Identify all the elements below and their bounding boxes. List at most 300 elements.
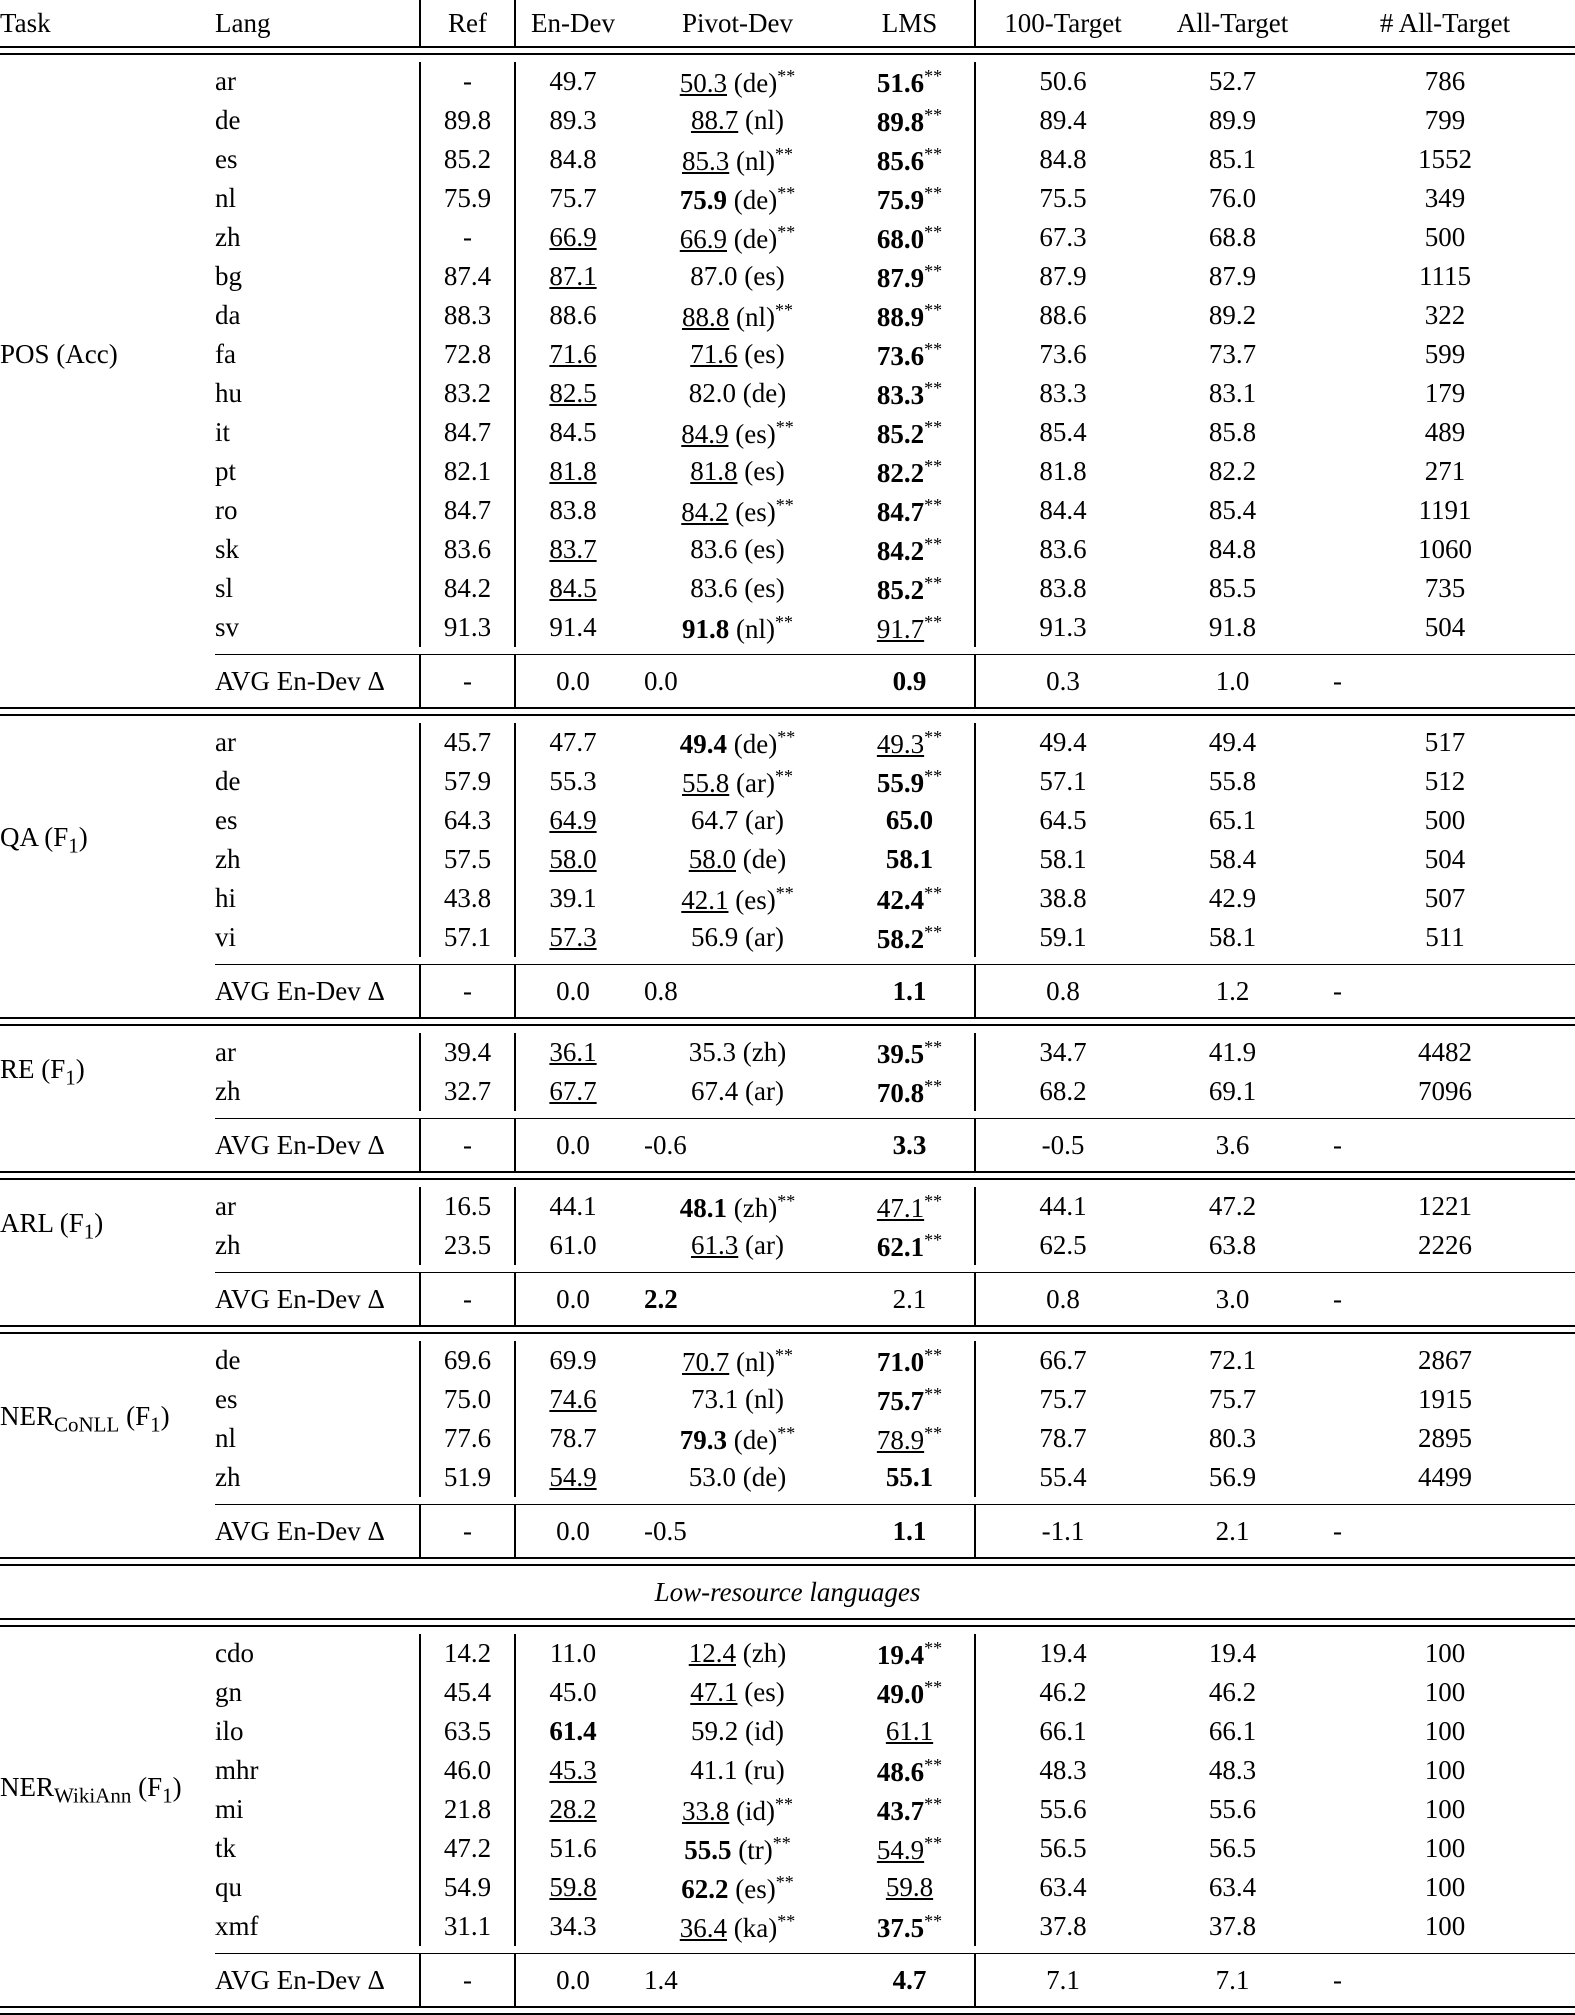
table-rule-cell bbox=[0, 54, 1575, 62]
avg-lms-value: 3.3 bbox=[892, 1129, 927, 1160]
significance-marker: ** bbox=[924, 455, 943, 476]
target-100-cell bbox=[975, 1033, 1150, 1072]
avg-target-100-cell bbox=[975, 1119, 1150, 1172]
ref-value: 84.2 bbox=[443, 573, 492, 603]
task-label-subscript: 1 bbox=[68, 833, 79, 858]
ref-cell bbox=[420, 1712, 515, 1751]
pivot-source-lang: (es) bbox=[744, 456, 785, 486]
en-dev-value: 88.6 bbox=[549, 300, 597, 330]
target-100-value: 58.1 bbox=[1039, 844, 1087, 874]
en-dev-cell bbox=[515, 1072, 630, 1111]
lang-cell bbox=[215, 1868, 420, 1907]
num-all-target-cell bbox=[1315, 1341, 1575, 1380]
table-row bbox=[0, 1341, 1575, 1380]
target-100-cell bbox=[975, 1380, 1150, 1419]
pivot-dev-cell bbox=[630, 452, 845, 491]
target-100-cell bbox=[975, 1712, 1150, 1751]
target-100-cell bbox=[975, 296, 1150, 335]
avg-pivot-dev-cell bbox=[630, 1273, 845, 1326]
target-all-cell bbox=[1150, 1907, 1315, 1946]
target-100-cell bbox=[975, 1829, 1150, 1868]
task-label-cell bbox=[0, 1634, 215, 1946]
target-100-cell bbox=[975, 62, 1150, 101]
en-dev-cell bbox=[515, 840, 630, 879]
lms-value: 89.8 bbox=[876, 106, 925, 137]
avg-pivot-dev-cell bbox=[630, 1119, 845, 1172]
pivot-dev-value: 64.7 bbox=[691, 805, 739, 835]
task-label-subscript: CoNLL bbox=[54, 1412, 120, 1437]
lang-cell bbox=[215, 1790, 420, 1829]
pivot-source-lang-label: ar bbox=[754, 805, 775, 835]
ref-cell bbox=[420, 1380, 515, 1419]
avg-target-all-cell bbox=[1150, 1954, 1315, 2007]
task-label-subscript: WikiAnn bbox=[54, 1783, 132, 1808]
lms-cell bbox=[845, 296, 975, 335]
num-all-target-cell bbox=[1315, 1187, 1575, 1226]
target-all-value: 63.8 bbox=[1208, 1230, 1257, 1260]
ref-value: 75.0 bbox=[443, 1384, 492, 1414]
target-100-value: 63.4 bbox=[1039, 1872, 1087, 1902]
avg-row-label: AVG En-Dev Δ bbox=[215, 665, 385, 696]
low-resource-banner bbox=[0, 1565, 1575, 1619]
lang-cell bbox=[215, 62, 420, 101]
ref-value: 87.4 bbox=[443, 261, 492, 291]
low-resource-banner-row bbox=[0, 1565, 1575, 1619]
num-all-target-value: 489 bbox=[1424, 417, 1466, 447]
table-rule-cell bbox=[0, 1333, 1575, 1341]
en-dev-value: 74.6 bbox=[549, 1384, 597, 1414]
target-all-value: 75.7 bbox=[1208, 1384, 1257, 1414]
lms-cell bbox=[845, 1790, 975, 1829]
table-row bbox=[0, 491, 1575, 530]
avg-task-spacer bbox=[0, 965, 215, 1018]
task-label-suffix-2: ) bbox=[172, 1771, 182, 1802]
ref-cell bbox=[420, 530, 515, 569]
avg-target-100-value: 0.8 bbox=[1046, 1283, 1080, 1314]
avg-target-all-cell bbox=[1150, 965, 1315, 1018]
table-rule bbox=[0, 1265, 1575, 1273]
pivot-source-lang: (de) bbox=[733, 67, 778, 98]
target-all-value: 63.4 bbox=[1208, 1872, 1257, 1902]
ref-value: 39.4 bbox=[443, 1037, 492, 1067]
en-dev-value: 39.1 bbox=[549, 883, 597, 913]
lms-value: 61.1 bbox=[885, 1716, 934, 1746]
target-all-cell bbox=[1150, 879, 1315, 918]
lang-cell bbox=[215, 1907, 420, 1946]
task-label bbox=[0, 1207, 104, 1244]
avg-task-spacer bbox=[0, 1954, 215, 2007]
significance-marker: ** bbox=[775, 416, 794, 437]
table-rule-cell bbox=[0, 1946, 1575, 1954]
en-dev-cell bbox=[515, 62, 630, 101]
table-rule bbox=[0, 708, 1575, 715]
target-100-value: 83.3 bbox=[1039, 378, 1087, 408]
pivot-source-lang-label: es bbox=[753, 573, 776, 603]
ref-cell bbox=[420, 801, 515, 840]
table-row bbox=[0, 140, 1575, 179]
table-row bbox=[0, 1380, 1575, 1419]
target-100-value: 89.4 bbox=[1039, 105, 1087, 135]
num-all-target-value: 512 bbox=[1424, 766, 1466, 796]
lang-label: de bbox=[215, 1345, 241, 1375]
target-all-cell bbox=[1150, 1634, 1315, 1673]
target-all-value: 55.6 bbox=[1208, 1794, 1257, 1824]
num-all-target-value: 4499 bbox=[1418, 1462, 1472, 1492]
header-task bbox=[0, 0, 215, 47]
num-all-target-cell bbox=[1315, 1458, 1575, 1497]
pivot-source-lang: (ar) bbox=[736, 767, 775, 798]
avg-target-all-cell bbox=[1150, 1505, 1315, 1558]
significance-marker: ** bbox=[775, 299, 793, 320]
pivot-dev-value: 82.0 bbox=[688, 378, 736, 408]
pivot-dev-cell bbox=[630, 840, 845, 879]
num-all-target-cell bbox=[1315, 1072, 1575, 1111]
pivot-source-lang-label: es bbox=[744, 1873, 767, 1904]
avg-num-all-target-value: - bbox=[1333, 975, 1342, 1006]
ref-value: 63.5 bbox=[443, 1716, 492, 1746]
avg-en-dev-value: 0.0 bbox=[556, 975, 590, 1006]
target-all-value: 65.1 bbox=[1208, 805, 1257, 835]
target-all-cell bbox=[1150, 491, 1315, 530]
num-all-target-value: 599 bbox=[1424, 339, 1466, 369]
table-rule bbox=[0, 1018, 1575, 1025]
table-row bbox=[0, 1458, 1575, 1497]
pivot-dev-value: 67.4 bbox=[691, 1076, 739, 1106]
target-all-cell bbox=[1150, 1829, 1315, 1868]
table-rule-cell bbox=[0, 957, 1575, 965]
avg-num-all-target-cell bbox=[1315, 1273, 1575, 1326]
task-label-suffix: (F bbox=[131, 1771, 163, 1802]
ref-value: 47.2 bbox=[443, 1833, 492, 1863]
lms-value: 78.9 bbox=[876, 1424, 925, 1455]
target-all-value: 19.4 bbox=[1208, 1638, 1257, 1668]
pivot-source-lang: (es) bbox=[744, 339, 785, 369]
lang-label: zh bbox=[215, 1462, 241, 1492]
table-rule bbox=[0, 54, 1575, 62]
lang-cell bbox=[215, 569, 420, 608]
lms-cell bbox=[845, 179, 975, 218]
target-all-value: 85.1 bbox=[1208, 144, 1257, 174]
pivot-dev-value: 83.6 bbox=[690, 573, 738, 603]
pivot-source-lang: (zh) bbox=[733, 1192, 778, 1223]
avg-num-all-target-cell bbox=[1315, 655, 1575, 708]
avg-task-spacer bbox=[0, 1505, 215, 1558]
lang-cell bbox=[215, 1634, 420, 1673]
target-all-cell bbox=[1150, 179, 1315, 218]
en-dev-value: 55.3 bbox=[549, 766, 597, 796]
target-all-value: 82.2 bbox=[1208, 456, 1257, 486]
pivot-dev-cell bbox=[630, 1226, 845, 1265]
lms-value: 62.1 bbox=[876, 1231, 925, 1262]
en-dev-cell bbox=[515, 101, 630, 140]
lang-cell bbox=[215, 608, 420, 647]
table-row bbox=[0, 1187, 1575, 1226]
num-all-target-cell bbox=[1315, 218, 1575, 257]
lms-cell bbox=[845, 801, 975, 840]
target-100-cell bbox=[975, 1634, 1150, 1673]
pivot-source-lang: (de) bbox=[742, 378, 787, 408]
pivot-dev-cell bbox=[630, 1634, 845, 1673]
lms-value: 55.9 bbox=[876, 767, 925, 798]
lms-value: 19.4 bbox=[876, 1639, 925, 1670]
avg-row bbox=[0, 965, 1575, 1018]
ref-value: 83.6 bbox=[443, 534, 492, 564]
target-100-cell bbox=[975, 140, 1150, 179]
avg-task-spacer bbox=[0, 1119, 215, 1172]
ref-value: 89.8 bbox=[443, 105, 492, 135]
header-lms bbox=[845, 0, 975, 47]
pivot-dev-value: 53.0 bbox=[688, 1462, 736, 1492]
table-rule bbox=[0, 1497, 1575, 1505]
target-all-cell bbox=[1150, 840, 1315, 879]
num-all-target-value: 500 bbox=[1424, 222, 1466, 252]
significance-marker: ** bbox=[924, 65, 943, 86]
ref-value: 64.3 bbox=[443, 805, 492, 835]
lang-cell bbox=[215, 1751, 420, 1790]
target-100-value: 78.7 bbox=[1039, 1423, 1087, 1453]
ref-value: 57.5 bbox=[443, 844, 492, 874]
avg-pivot-dev-cell bbox=[630, 1505, 845, 1558]
target-100-cell bbox=[975, 569, 1150, 608]
en-dev-cell bbox=[515, 1790, 630, 1829]
lms-cell bbox=[845, 723, 975, 762]
lang-cell bbox=[215, 1673, 420, 1712]
avg-target-all-value: 1.2 bbox=[1215, 975, 1250, 1006]
lms-cell bbox=[845, 491, 975, 530]
ref-cell bbox=[420, 374, 515, 413]
en-dev-value: 66.9 bbox=[549, 222, 597, 252]
avg-en-dev-cell bbox=[515, 655, 630, 708]
header-100-target-label: 100-Target bbox=[1004, 7, 1122, 38]
lms-value: 83.3 bbox=[876, 379, 925, 410]
target-all-cell bbox=[1150, 762, 1315, 801]
avg-lms-value: 0.9 bbox=[892, 665, 927, 696]
pivot-dev-cell bbox=[630, 296, 845, 335]
target-100-cell bbox=[975, 1868, 1150, 1907]
table-row bbox=[0, 296, 1575, 335]
avg-num-all-target-cell bbox=[1315, 1119, 1575, 1172]
avg-lms-cell bbox=[845, 1273, 975, 1326]
pivot-dev-cell bbox=[630, 335, 845, 374]
ref-cell bbox=[420, 179, 515, 218]
avg-en-dev-value: 0.0 bbox=[556, 665, 590, 696]
en-dev-value: 51.6 bbox=[549, 1833, 597, 1863]
pivot-dev-cell bbox=[630, 1380, 845, 1419]
en-dev-value: 59.8 bbox=[549, 1872, 597, 1902]
table-rule bbox=[0, 2007, 1575, 2014]
lang-label: es bbox=[215, 805, 238, 835]
table-rule bbox=[0, 1619, 1575, 1626]
target-all-cell bbox=[1150, 218, 1315, 257]
target-100-cell bbox=[975, 762, 1150, 801]
en-dev-value: 91.4 bbox=[549, 612, 597, 642]
avg-row-label-cell bbox=[215, 1505, 420, 1558]
en-dev-cell bbox=[515, 257, 630, 296]
lms-cell bbox=[845, 1673, 975, 1712]
pivot-dev-value: 47.1 bbox=[690, 1677, 738, 1707]
lang-label: zh bbox=[215, 1076, 241, 1106]
lang-cell bbox=[215, 1712, 420, 1751]
task-label-cell bbox=[0, 62, 215, 647]
pivot-source-lang: (ar) bbox=[745, 805, 784, 835]
num-all-target-value: 100 bbox=[1424, 1677, 1466, 1707]
target-100-value: 50.6 bbox=[1039, 66, 1087, 96]
table-rule-cell bbox=[0, 1179, 1575, 1187]
lms-cell bbox=[845, 1458, 975, 1497]
avg-target-all-cell bbox=[1150, 1119, 1315, 1172]
en-dev-value: 81.8 bbox=[549, 456, 597, 486]
target-100-value: 83.6 bbox=[1039, 534, 1087, 564]
significance-marker: ** bbox=[775, 1793, 793, 1814]
en-dev-value: 75.7 bbox=[549, 183, 597, 213]
num-all-target-cell bbox=[1315, 452, 1575, 491]
pivot-source-lang-label: ru bbox=[753, 1755, 776, 1785]
en-dev-cell bbox=[515, 723, 630, 762]
table-row bbox=[0, 62, 1575, 101]
pivot-dev-value: 50.3 bbox=[679, 67, 727, 98]
target-all-value: 56.9 bbox=[1208, 1462, 1257, 1492]
significance-marker: ** bbox=[775, 1344, 793, 1365]
target-all-value: 52.7 bbox=[1208, 66, 1257, 96]
ref-cell bbox=[420, 491, 515, 530]
pivot-dev-value: 61.3 bbox=[691, 1230, 739, 1260]
task-label-main: QA (F bbox=[0, 821, 69, 852]
table-rule-cell bbox=[0, 1025, 1575, 1033]
lms-cell bbox=[845, 608, 975, 647]
significance-marker: ** bbox=[924, 726, 943, 747]
avg-pivot-dev-value: 0.0 bbox=[644, 665, 678, 696]
table-rule-cell bbox=[0, 2007, 1575, 2014]
pivot-source-lang-label: ar bbox=[745, 767, 766, 798]
pivot-source-lang: (es) bbox=[744, 261, 785, 291]
significance-marker: ** bbox=[924, 494, 943, 515]
lms-cell bbox=[845, 569, 975, 608]
target-all-value: 85.8 bbox=[1208, 417, 1257, 447]
pivot-dev-cell bbox=[630, 1187, 845, 1226]
pivot-dev-value: 62.2 bbox=[681, 1873, 729, 1904]
target-all-value: 85.5 bbox=[1208, 573, 1257, 603]
lang-cell bbox=[215, 1380, 420, 1419]
target-100-value: 73.6 bbox=[1039, 339, 1087, 369]
target-100-value: 48.3 bbox=[1039, 1755, 1087, 1785]
avg-target-100-cell bbox=[975, 1273, 1150, 1326]
lang-cell bbox=[215, 879, 420, 918]
en-dev-cell bbox=[515, 801, 630, 840]
lms-cell bbox=[845, 335, 975, 374]
en-dev-cell bbox=[515, 1419, 630, 1458]
avg-target-100-value: 0.3 bbox=[1046, 665, 1080, 696]
header-en-dev bbox=[515, 0, 630, 47]
pivot-dev-cell bbox=[630, 723, 845, 762]
avg-en-dev-value: 0.0 bbox=[556, 1515, 590, 1546]
significance-marker: ** bbox=[777, 65, 796, 86]
avg-num-all-target-value: - bbox=[1333, 1515, 1342, 1546]
target-all-cell bbox=[1150, 296, 1315, 335]
pivot-dev-cell bbox=[630, 1868, 845, 1907]
target-100-value: 64.5 bbox=[1039, 805, 1087, 835]
header-lang-label: Lang bbox=[215, 7, 271, 38]
en-dev-cell bbox=[515, 1341, 630, 1380]
ref-cell bbox=[420, 1458, 515, 1497]
avg-row-label-cell bbox=[215, 655, 420, 708]
avg-en-dev-value: 0.0 bbox=[556, 1964, 590, 1995]
avg-ref-cell bbox=[420, 1954, 515, 2007]
target-100-cell bbox=[975, 1751, 1150, 1790]
significance-marker: ** bbox=[775, 611, 793, 632]
num-all-target-value: 100 bbox=[1424, 1755, 1466, 1785]
significance-marker: ** bbox=[924, 921, 943, 942]
ref-value: 83.2 bbox=[443, 378, 492, 408]
target-all-cell bbox=[1150, 1033, 1315, 1072]
lang-cell bbox=[215, 491, 420, 530]
num-all-target-value: 179 bbox=[1424, 378, 1466, 408]
num-all-target-cell bbox=[1315, 723, 1575, 762]
en-dev-cell bbox=[515, 1380, 630, 1419]
avg-task-spacer bbox=[0, 1273, 215, 1326]
pivot-dev-cell bbox=[630, 569, 845, 608]
target-all-value: 87.9 bbox=[1208, 261, 1257, 291]
pivot-source-lang: (zh) bbox=[742, 1037, 787, 1067]
table-rule-cell bbox=[0, 1619, 1575, 1626]
ref-value: 69.6 bbox=[443, 1345, 492, 1375]
en-dev-value: 58.0 bbox=[549, 844, 597, 874]
num-all-target-value: 271 bbox=[1424, 456, 1466, 486]
ref-cell bbox=[420, 101, 515, 140]
task-label-main: POS (Acc) bbox=[0, 339, 118, 369]
table-rule-cell bbox=[0, 1111, 1575, 1119]
lang-cell bbox=[215, 762, 420, 801]
pivot-source-lang-label: de bbox=[751, 1462, 778, 1492]
target-all-cell bbox=[1150, 918, 1315, 957]
pivot-dev-value: 58.0 bbox=[688, 844, 736, 874]
pivot-source-lang-label: de bbox=[742, 67, 769, 98]
en-dev-cell bbox=[515, 879, 630, 918]
target-100-cell bbox=[975, 1341, 1150, 1380]
num-all-target-cell bbox=[1315, 1380, 1575, 1419]
pivot-source-lang-label: zh bbox=[751, 1037, 778, 1067]
table-row bbox=[0, 723, 1575, 762]
en-dev-cell bbox=[515, 918, 630, 957]
en-dev-value: 11.0 bbox=[549, 1638, 597, 1668]
ref-value: 43.8 bbox=[443, 883, 492, 913]
table-row bbox=[0, 608, 1575, 647]
avg-target-100-cell bbox=[975, 1954, 1150, 2007]
significance-marker: ** bbox=[924, 611, 943, 632]
table-rule bbox=[0, 1946, 1575, 1954]
table-rule bbox=[0, 1626, 1575, 1634]
pivot-dev-cell bbox=[630, 918, 845, 957]
num-all-target-value: 100 bbox=[1424, 1833, 1466, 1863]
lms-value: 43.7 bbox=[876, 1795, 925, 1826]
significance-marker: ** bbox=[924, 338, 943, 359]
en-dev-value: 89.3 bbox=[549, 105, 597, 135]
pivot-dev-value: 84.2 bbox=[681, 496, 729, 527]
en-dev-cell bbox=[515, 335, 630, 374]
ref-value: 77.6 bbox=[443, 1423, 492, 1453]
significance-marker: ** bbox=[924, 1910, 943, 1931]
pivot-dev-cell bbox=[630, 1419, 845, 1458]
lang-label: zh bbox=[215, 1230, 241, 1260]
avg-pivot-dev-value: -0.6 bbox=[644, 1129, 687, 1160]
task-label bbox=[0, 1771, 182, 1808]
table-row bbox=[0, 879, 1575, 918]
ref-cell bbox=[420, 1751, 515, 1790]
target-all-value: 58.1 bbox=[1208, 922, 1257, 952]
task-label-main: NER bbox=[0, 1771, 54, 1802]
pivot-source-lang-label: de bbox=[751, 378, 778, 408]
table-rule-cell bbox=[0, 1497, 1575, 1505]
target-100-value: 55.6 bbox=[1039, 1794, 1087, 1824]
